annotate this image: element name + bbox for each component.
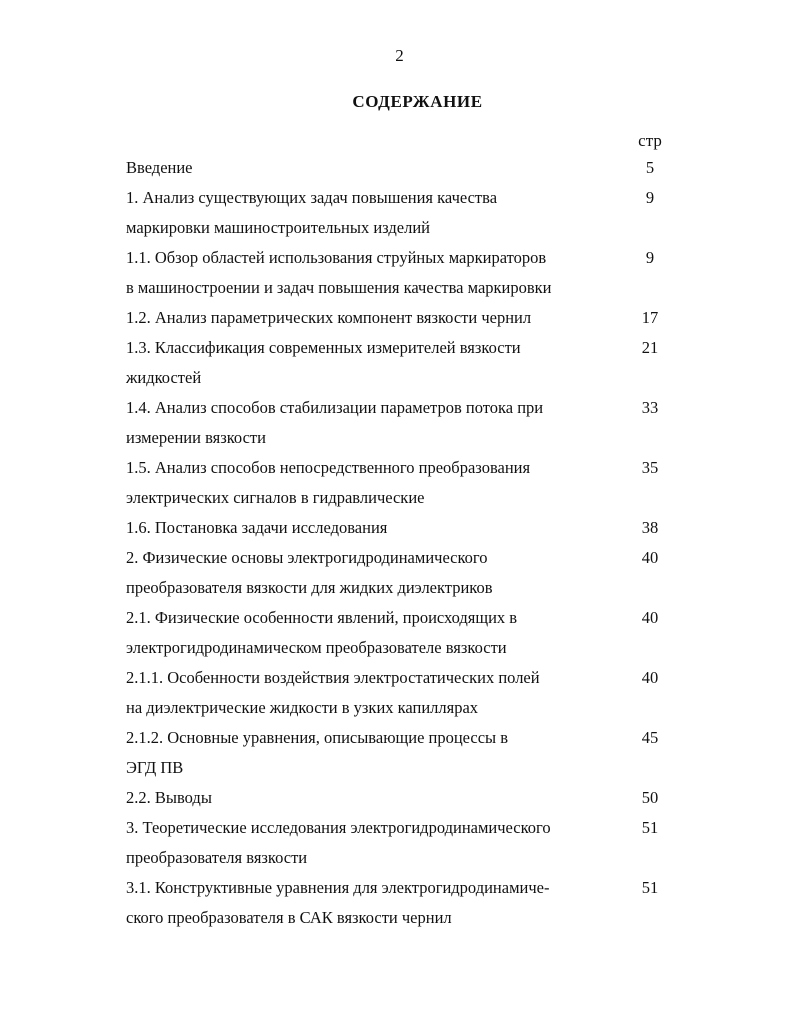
toc-entry-title: 2.1. Физические особенности явлений, происходящих в [126, 608, 518, 627]
table-of-contents [126, 153, 686, 933]
toc-entry-title-continued: ского преобразователя в САК вязкости чернил [126, 908, 452, 927]
toc-entry [126, 873, 686, 933]
toc-entry-title-continued: преобразователя вязкости [126, 848, 308, 867]
toc-entry-title: 1.4. Анализ способов стабилизации параметров потока при [126, 398, 544, 417]
page-column-header: стр [638, 131, 662, 150]
toc-entry [126, 243, 686, 303]
toc-entry [126, 603, 686, 663]
toc-entry [126, 333, 686, 393]
toc-entry-title-continued: жидкостей [126, 368, 202, 387]
toc-entry-title: 1.6. Постановка задачи исследования [126, 518, 388, 537]
toc-entry-page: 35 [641, 458, 659, 477]
toc-entry [126, 153, 686, 183]
toc-entry-page: 9 [645, 188, 655, 207]
toc-entry-title-continued: электрических сигналов в гидравлические [126, 488, 425, 507]
toc-entry-page: 50 [641, 788, 659, 807]
toc-entry [126, 303, 686, 333]
toc-entry-title-continued: преобразователя вязкости для жидких диэлектриков [126, 578, 493, 597]
toc-entry-title-continued: ЭГД ПВ [126, 758, 184, 777]
toc-entry-page: 38 [641, 518, 659, 537]
toc-entry-page: 9 [645, 248, 655, 267]
toc-entry [126, 393, 686, 453]
toc-entry-title-continued: в машиностроении и задач повышения качества маркировки [126, 278, 552, 297]
page-number: 2 [395, 46, 404, 65]
toc-entry-title: 3. Теоретические исследования электрогидродинамического [126, 818, 551, 837]
toc-entry-title: Введение [126, 158, 193, 177]
toc-entry-title: 1.2. Анализ параметрических компонент вязкости чернил [126, 308, 532, 327]
toc-entry-page: 40 [641, 548, 659, 567]
toc-entry-page: 45 [641, 728, 659, 747]
toc-entry-title: 2. Физические основы электрогидродинамического [126, 548, 488, 567]
toc-entry [126, 183, 686, 243]
toc-entry-title-continued: электрогидродинамическом преобразователе вязкости [126, 638, 507, 657]
toc-entry [126, 813, 686, 873]
toc-entry [126, 513, 686, 543]
toc-entry-page: 51 [641, 818, 659, 837]
toc-entry-page: 21 [641, 338, 659, 357]
page-title: СОДЕРЖАНИЕ [352, 92, 483, 111]
toc-entry-page: 33 [641, 398, 659, 417]
toc-entry [126, 723, 686, 783]
toc-entry-title-continued: на диэлектрические жидкости в узких капиллярах [126, 698, 479, 717]
toc-entry-title: 2.2. Выводы [126, 788, 212, 807]
toc-entry-title: 1. Анализ существующих задач повышения качества [126, 188, 498, 207]
toc-entry-page: 5 [645, 158, 655, 177]
toc-entry-title: 3.1. Конструктивные уравнения для электрогидродинамиче- [126, 878, 550, 897]
toc-entry-title: 2.1.1. Особенности воздействия электростатических полей [126, 668, 540, 687]
toc-entry-title: 1.1. Обзор областей использования струйных маркираторов [126, 248, 547, 267]
toc-entry-page: 17 [641, 308, 659, 327]
toc-entry-title-continued: измерении вязкости [126, 428, 266, 447]
toc-entry-title: 1.5. Анализ способов непосредственного преобразования [126, 458, 531, 477]
toc-entry-page: 40 [641, 608, 659, 627]
toc-entry-page: 40 [641, 668, 659, 687]
toc-entry [126, 663, 686, 723]
toc-entry [126, 453, 686, 513]
toc-entry-page: 51 [641, 878, 659, 897]
toc-entry-title: 1.3. Классификация современных измерителей вязкости [126, 338, 521, 357]
toc-entry-title: 2.1.2. Основные уравнения, описывающие процессы в [126, 728, 509, 747]
toc-entry [126, 783, 686, 813]
toc-entry-title-continued: маркировки машиностроительных изделий [126, 218, 431, 237]
toc-entry [126, 543, 686, 603]
